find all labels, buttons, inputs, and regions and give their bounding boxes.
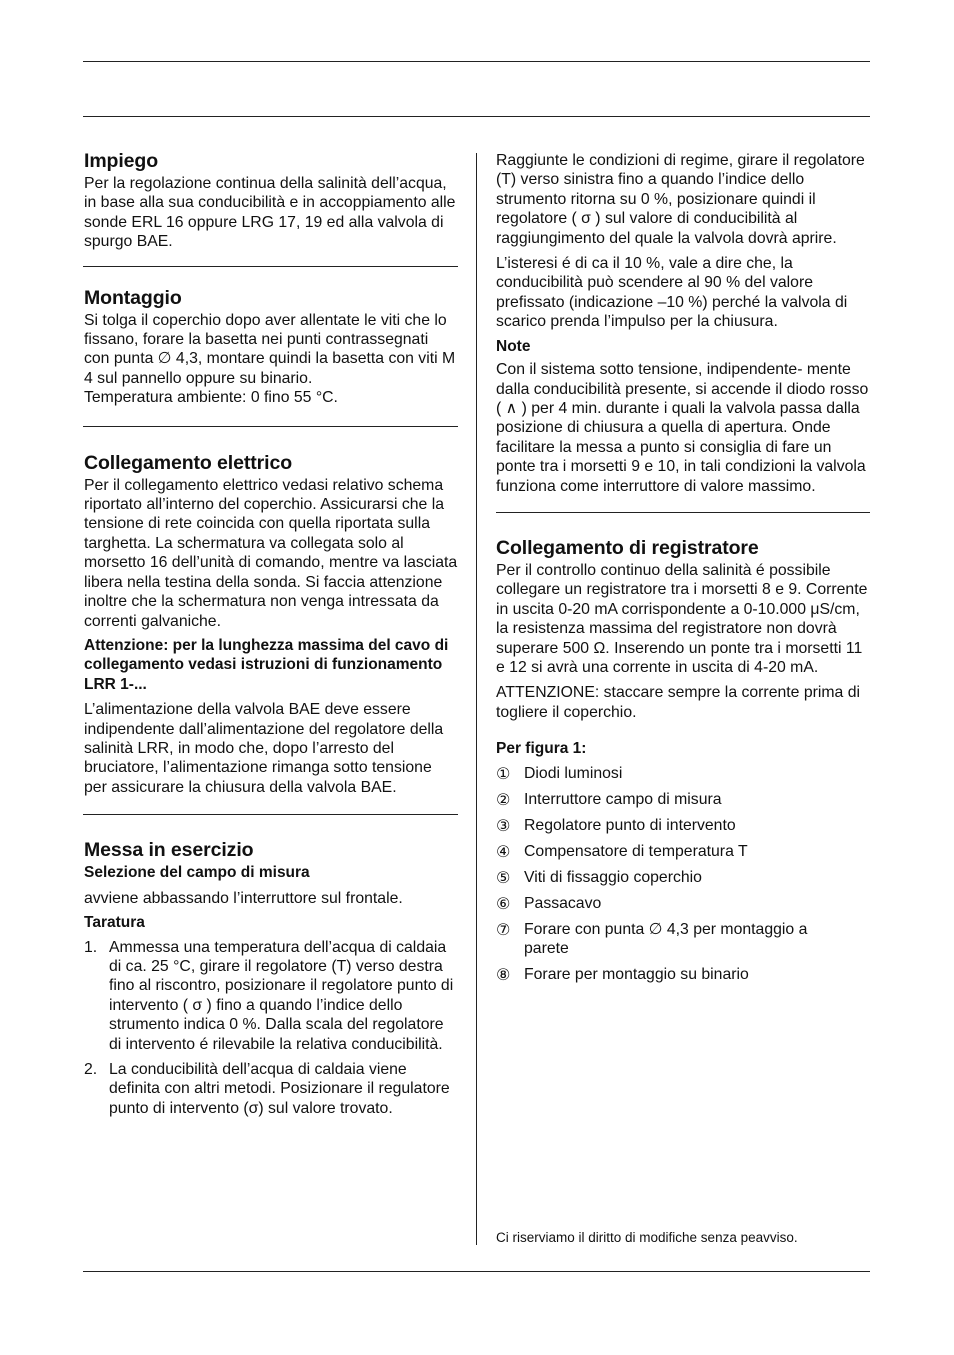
step-number: 2. bbox=[84, 1061, 98, 1078]
section-montaggio bbox=[84, 285, 458, 408]
number-4-icon: ④ bbox=[496, 841, 511, 861]
section-registratore bbox=[496, 535, 870, 722]
impiego-text: Per la regolazione continua della salinità dell’acqua, in base alla sua conducibilità e in accoppiamento alle sonde ERL 16 oppure LRG 17, 19 ed alla valvola di spurgo BAE. bbox=[84, 175, 456, 251]
list-item bbox=[84, 938, 458, 1054]
number-2-icon: ② bbox=[496, 789, 511, 809]
legend-label: Forare per montaggio su binario bbox=[524, 966, 749, 984]
legend-label: Regolatore punto di intervento bbox=[524, 816, 736, 834]
note-title: Note bbox=[496, 337, 531, 355]
collegamento-text: Per il collegamento elettrico vedasi relativo schema riportato all’interno del coperchio. Assicurarsi che la tensione di rete coincida con quella riportata sulla targhetta. La schermatura va collegata solo al morsetto 16 dell’unità di comando, mentre va lasciata libera nella testina della sonda. Si faccia attenzione inoltre che la schermatura non venga intressata da correnti galvaniche. bbox=[84, 476, 458, 630]
subsection-title-taratura: Taratura bbox=[84, 914, 145, 932]
section-title-messa: Messa in esercizio bbox=[84, 839, 254, 862]
list-item bbox=[84, 1060, 458, 1118]
list-item bbox=[496, 842, 870, 861]
list-item bbox=[496, 764, 870, 783]
section-figura bbox=[496, 739, 870, 984]
number-8-icon: ⑧ bbox=[496, 965, 511, 985]
section-separator bbox=[83, 814, 458, 815]
campo-text: avviene abbassando l’interruttore sul frontale. bbox=[84, 889, 403, 907]
subsection-title-campo: Selezione del campo di misura bbox=[84, 864, 310, 882]
step-text: Ammessa una temperatura dell’acqua di caldaia di ca. 25 °C, girare il regolatore (T) verso destra fino al riscontro, posizionare il regolatore punto di intervento ( σ ) fino a quando l’indice dello strumento indica 0 %. Dalla scala del regolatore di intervento é rilevabile la relativa conducibilità. bbox=[109, 938, 454, 1053]
number-7-icon: ⑦ bbox=[496, 919, 511, 939]
left-column bbox=[84, 148, 458, 1118]
legend-label: Diodi luminosi bbox=[524, 764, 623, 782]
section-separator bbox=[83, 426, 458, 427]
list-item bbox=[496, 920, 870, 959]
legend-label: Compensatore di temperatura T bbox=[524, 842, 748, 860]
collegamento-supply: L’alimentazione della valvola BAE deve essere indipendente dall’alimentazione del regolatore della salinità LRR, in modo che, dopo l’arresto del bruciatore, l’alimentazione rimanga sotto tensione per assicurare la chiusura della valvola BAE. bbox=[84, 701, 444, 796]
list-item bbox=[496, 868, 870, 887]
list-item bbox=[496, 965, 870, 984]
list-item bbox=[496, 790, 870, 809]
bottom-rule bbox=[83, 1271, 870, 1272]
right-column bbox=[496, 151, 870, 991]
figura-title: Per figura 1: bbox=[496, 740, 587, 758]
step-number: 1. bbox=[84, 938, 98, 956]
registratore-text: Per il controllo continuo della salinità é possibile collegare un registratore tra i morsetti 8 e 9. Corrente in uscita 0-20 mA corrispondente a 0-10.000 μS/cm, la resistenza massima del registratore non dovrà superare 500 Ω. Inserendo un ponte tra i morsetti 11 e 12 si avrà una corrente in uscita di 4-20 mA. bbox=[496, 562, 868, 677]
number-1-icon: ① bbox=[496, 763, 511, 783]
column-divider bbox=[476, 153, 477, 1245]
header-rule bbox=[83, 116, 870, 117]
number-6-icon: ⑥ bbox=[496, 893, 511, 913]
section-title-montaggio: Montaggio bbox=[84, 286, 182, 309]
list-item bbox=[496, 816, 870, 835]
legend-label: Forare con punta ∅ 4,3 per montaggio a parete bbox=[524, 920, 808, 958]
step-text: La conducibilità dell’acqua di caldaia viene definita con altri metodi. Posizionare il regulatore punto di intervento (σ) sul valore trovato. bbox=[109, 1061, 450, 1117]
isteresi-text: L’isteresi é di ca il 10 %, vale a dire che, la conducibilità può scendere al 90 % del valore prefissato (indicazione –10 %) perché la valvola di scarico prenda l’impulso per la chiusura. bbox=[496, 255, 848, 331]
list-item bbox=[496, 894, 870, 913]
section-impiego bbox=[84, 148, 458, 252]
section-separator bbox=[83, 266, 458, 267]
section-collegamento-elettrico bbox=[84, 450, 458, 798]
legend-label: Interruttore campo di misura bbox=[524, 790, 722, 808]
montaggio-text: Si tolga il coperchio dopo aver allentate le viti che lo fissano, forare la basetta nei punti contrassegnati con punta ∅ 4,3, montare quindi la basetta con viti M 4 sul pannello oppure su binario. bbox=[84, 311, 456, 387]
section-title-collegamento: Collegamento elettrico bbox=[84, 451, 293, 474]
number-5-icon: ⑤ bbox=[496, 867, 511, 887]
registratore-attenzione: ATTENZIONE: staccare sempre la corrente prima di togliere il coperchio. bbox=[496, 684, 861, 721]
top-rule bbox=[83, 61, 870, 62]
regime-text: Raggiunte le condizioni di regime, girare il regolatore (T) verso sinistra fino a quando l’indice dello strumento ritorna su 0 %, posizionare quindi il regolatore ( σ ) sul valore di conducibilità al raggiungimento del quale la valvola dovrà aprire. bbox=[496, 152, 865, 247]
collegamento-warning: Attenzione: per la lunghezza massima del cavo di collegamento vedasi istruzioni di funzionamento LRR 1-... bbox=[84, 636, 449, 693]
section-messa-in-esercizio bbox=[84, 837, 458, 1118]
footnote: Ci riserviamo il diritto di modifiche senza peavviso. bbox=[496, 1230, 798, 1245]
section-separator bbox=[496, 512, 870, 513]
taratura-steps bbox=[84, 938, 458, 1119]
section-title-registratore: Collegamento di registratore bbox=[496, 537, 759, 559]
note-text: Con il sistema sotto tensione, indipendente- mente dalla conducibilità presente, si accende il diodo rosso ( ∧ ) per 4 min. durante i quali la valvola passa dalla posizione di chiusura a quella di apertura. Onde facilitare la messa a punto si consiglia di fare un ponte tra i morsetti 9 e 10, in tali condizioni la valvola funziona come interruttore di valore massimo. bbox=[496, 361, 869, 495]
montaggio-temperature: Temperatura ambiente: 0 fino 55 °C. bbox=[84, 389, 338, 407]
legend-label: Passacavo bbox=[524, 894, 602, 912]
number-3-icon: ③ bbox=[496, 815, 511, 835]
legend-label: Viti di fissaggio coperchio bbox=[524, 868, 702, 886]
section-title-impiego: Impiego bbox=[84, 150, 159, 172]
figura-legend bbox=[496, 764, 870, 985]
